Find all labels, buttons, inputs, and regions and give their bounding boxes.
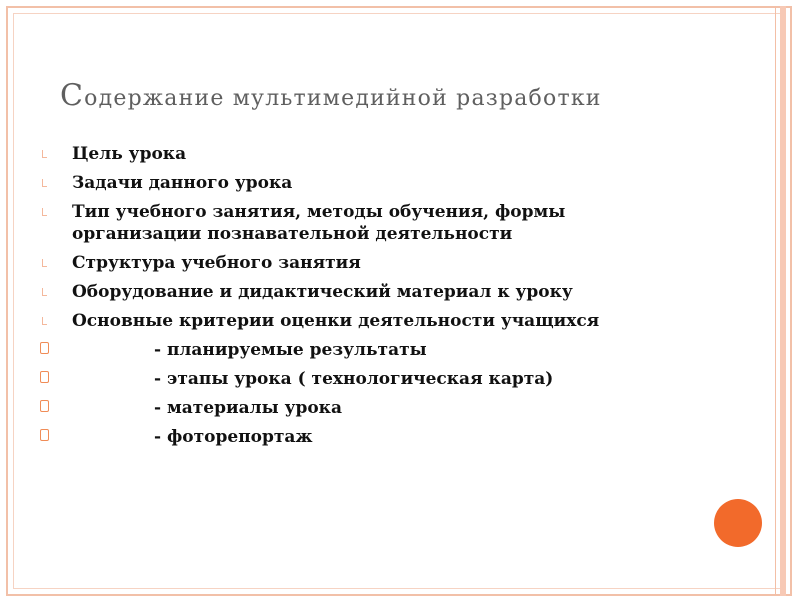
slide-title-rest: одержание мультимедийной разработки [84, 86, 602, 111]
slide-title [60, 78, 760, 113]
list-item-assessment-criteria [40, 310, 740, 332]
list-item-lesson-type [40, 201, 740, 223]
list-item-text: Структура учебного занятия [72, 253, 361, 273]
bullet-icon [42, 288, 47, 296]
slide-title-initial: С [60, 78, 85, 113]
bullet-box-icon [40, 371, 49, 383]
right-decorative-stripe [780, 6, 786, 596]
list-item-text: - фоторепортаж [154, 427, 313, 447]
bullet-icon [42, 208, 47, 216]
list-item-planned-results [40, 339, 740, 361]
list-item-text: - этапы урока ( технологическая карта) [154, 369, 554, 389]
list-item-text: организации познавательной деятельности [72, 224, 513, 244]
list-item-text: Цель урока [72, 144, 187, 164]
bullet-box-icon [40, 342, 49, 354]
orange-circle-decoration [714, 499, 762, 547]
list-item-text: Основные критерии оценки деятельности учащихся [72, 311, 600, 331]
slide-content [40, 143, 740, 455]
list-item-lesson-goal [40, 143, 740, 165]
bullet-box-icon [40, 400, 49, 412]
bullet-icon [42, 317, 47, 325]
bullet-icon [42, 259, 47, 267]
bullet-box-icon [40, 429, 49, 441]
right-decorative-line [775, 6, 776, 596]
list-item-text: Задачи данного урока [72, 173, 293, 193]
list-item-lesson-tasks [40, 172, 740, 194]
list-item-text: Оборудование и дидактический материал к уроку [72, 282, 573, 302]
bullet-icon [42, 179, 47, 187]
list-item-lesson-stages [40, 368, 740, 390]
list-item-text: - материалы урока [154, 398, 342, 418]
list-item-text: - планируемые результаты [154, 340, 427, 360]
list-item-lesson-structure [40, 252, 740, 274]
bullet-icon [42, 150, 47, 158]
list-item-lesson-type-continued [40, 223, 740, 245]
list-item-text: Тип учебного занятия, методы обучения, формы [72, 202, 566, 222]
list-item-equipment [40, 281, 740, 303]
list-item-photo-report [40, 426, 740, 448]
list-item-lesson-materials [40, 397, 740, 419]
